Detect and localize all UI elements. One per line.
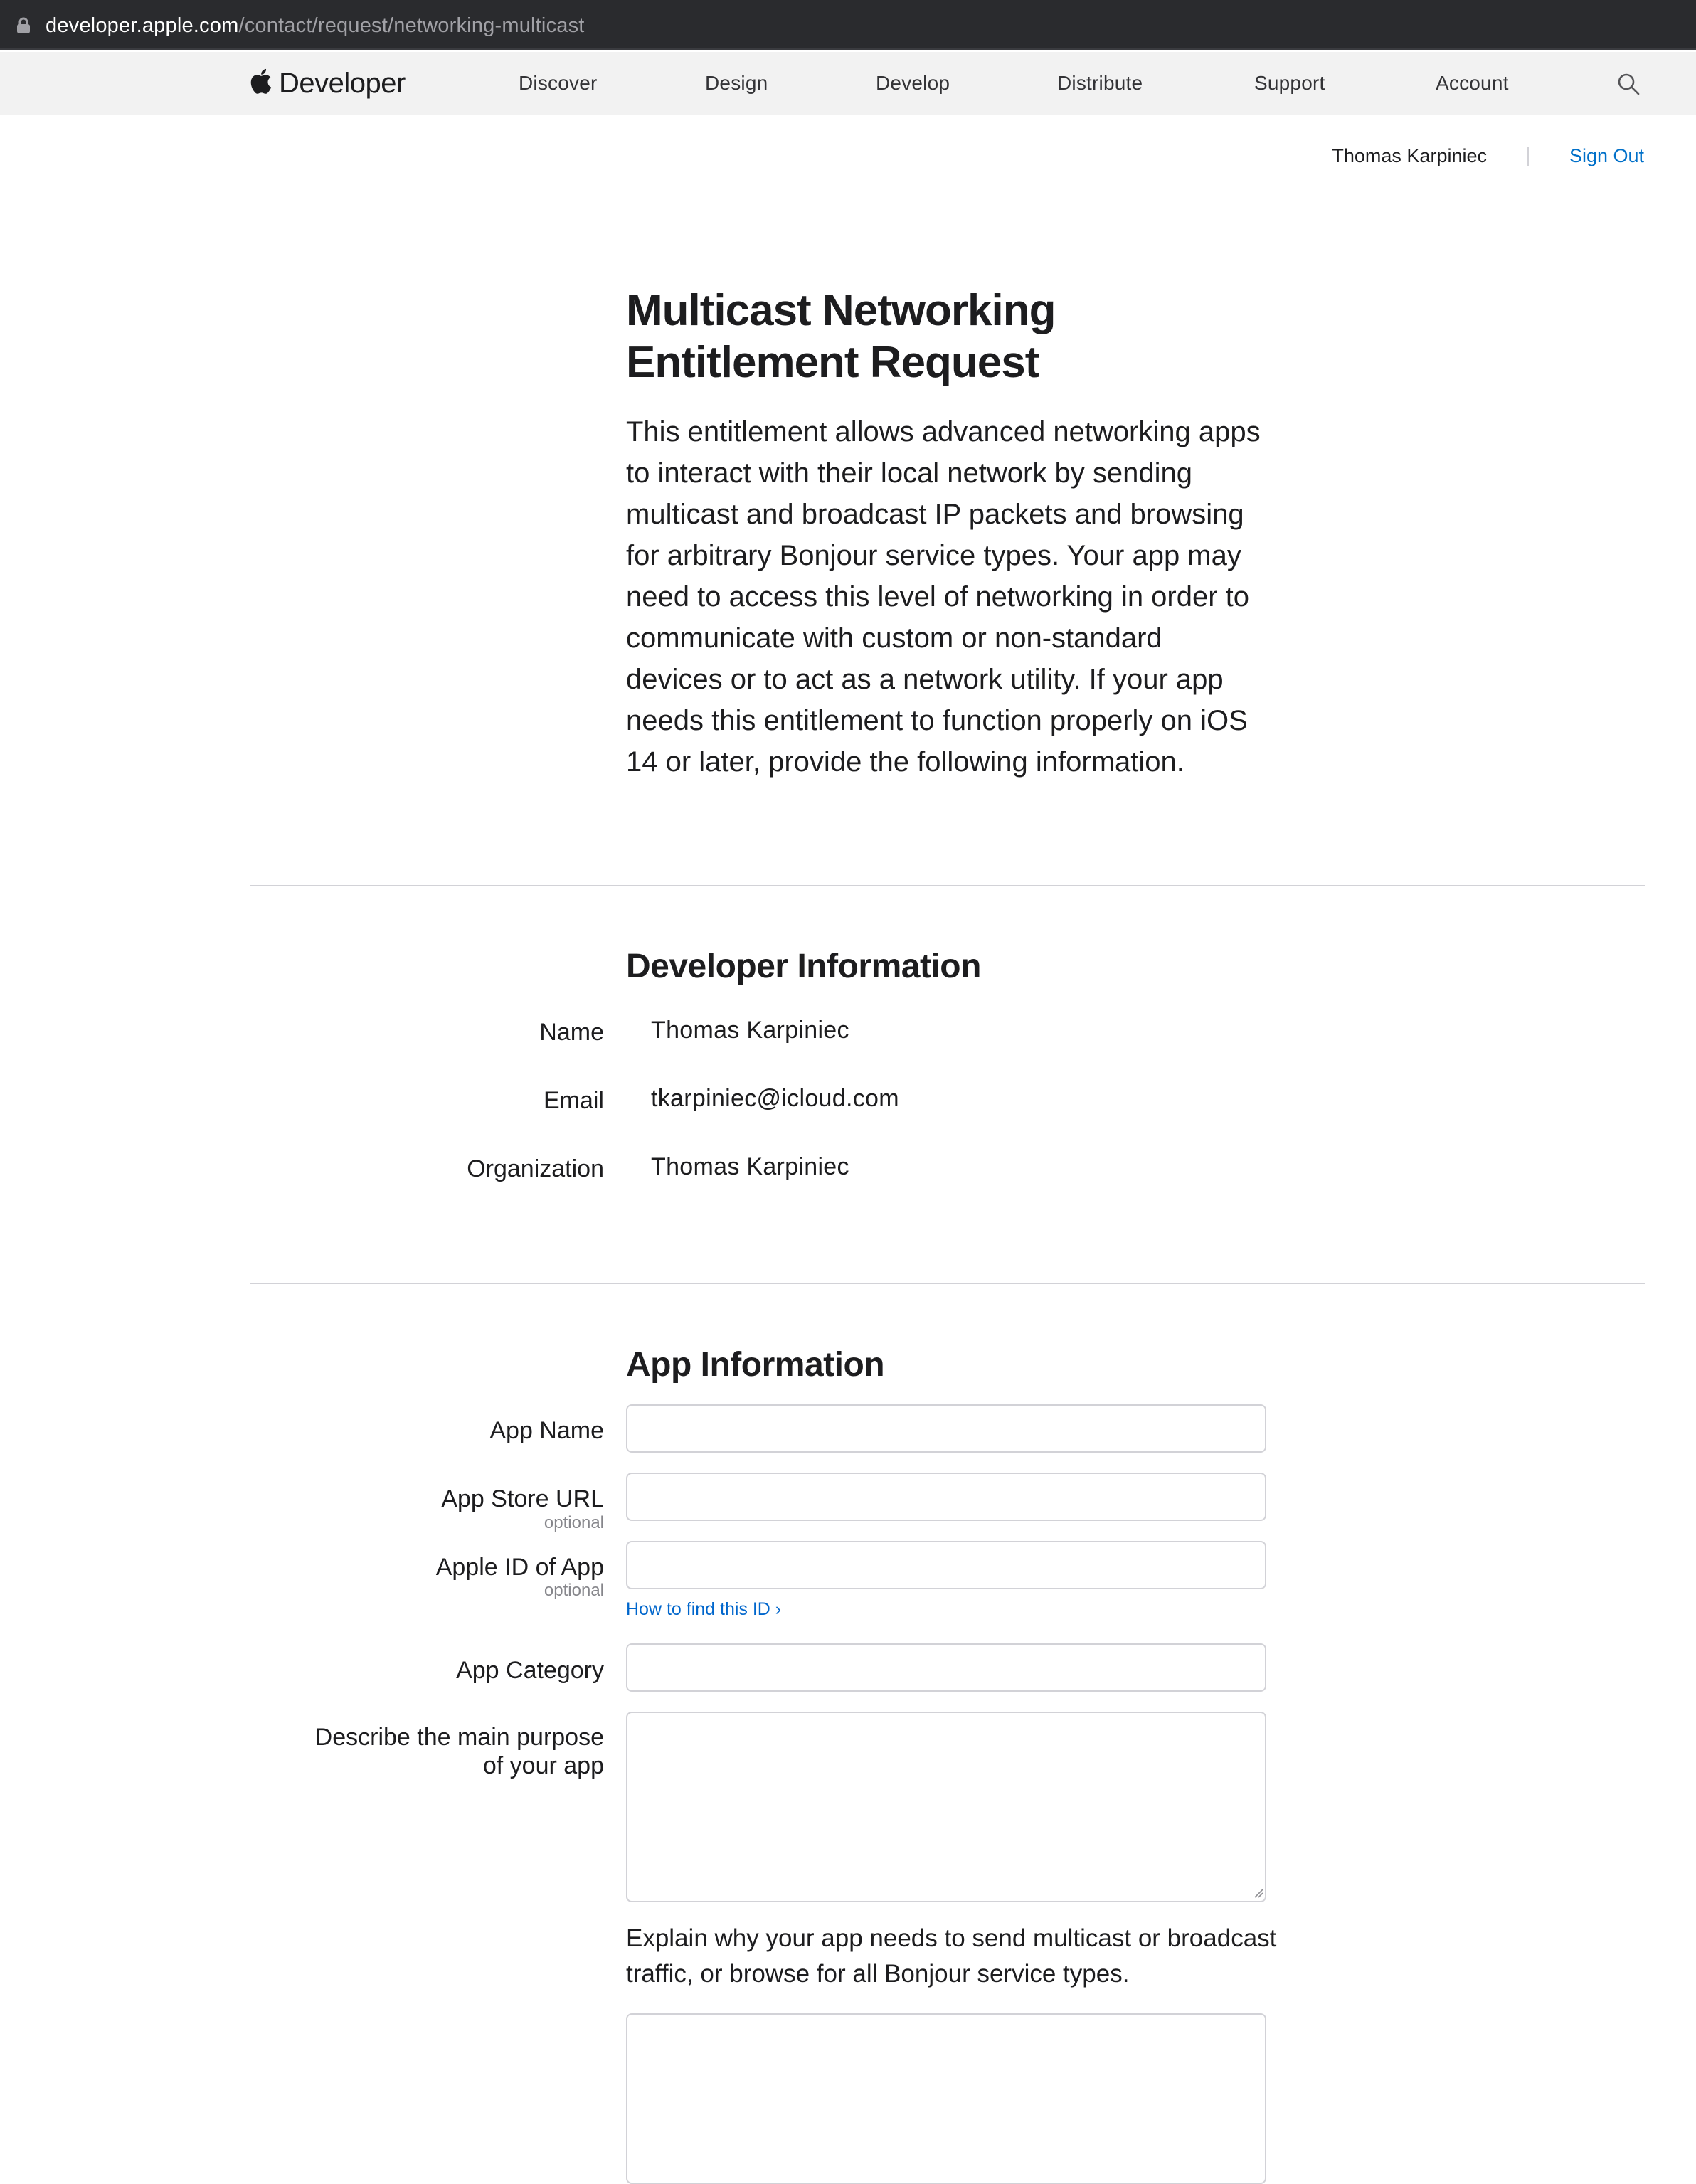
- app-store-url-label: App Store URL: [441, 1485, 604, 1512]
- url-text[interactable]: [46, 11, 585, 40]
- how-to-find-id-link[interactable]: How to find this ID ›: [626, 1599, 782, 1619]
- search-icon[interactable]: [1616, 72, 1641, 96]
- developer-information-heading: Developer Information: [626, 948, 981, 985]
- email-label: Email: [543, 1087, 604, 1114]
- app-name-input[interactable]: [626, 1404, 1266, 1453]
- account-separator: [1527, 147, 1529, 166]
- email-value: tkarpiniec@icloud.com: [651, 1085, 899, 1112]
- nav-design[interactable]: Design: [705, 72, 768, 94]
- app-name-label: App Name: [489, 1417, 604, 1444]
- name-value: Thomas Karpiniec: [651, 1017, 849, 1044]
- signed-in-user-name: Thomas Karpiniec: [1332, 145, 1487, 166]
- browser-address-bar[interactable]: [0, 0, 1696, 50]
- apple-id-label: Apple ID of App: [435, 1554, 604, 1581]
- lock-icon: [16, 17, 31, 34]
- nav-account[interactable]: Account: [1436, 72, 1509, 94]
- app-category-input[interactable]: [626, 1643, 1266, 1692]
- app-store-url-input[interactable]: [626, 1473, 1266, 1521]
- organization-value: Thomas Karpiniec: [651, 1153, 849, 1180]
- name-label: Name: [539, 1019, 604, 1046]
- explanation-prompt: Explain why your app needs to send multicast or broadcast traffic, or browse for all Bonjour service types.: [626, 1924, 1277, 1988]
- page-title: Multicast Networking Entitlement Request: [626, 286, 1056, 387]
- apple-logo-icon: [250, 66, 275, 96]
- organization-label: Organization: [467, 1155, 604, 1182]
- sign-out-link[interactable]: Sign Out: [1569, 145, 1644, 166]
- resize-handle-icon[interactable]: [1254, 1888, 1263, 1898]
- global-nav: [0, 52, 1696, 115]
- explanation-textarea[interactable]: [626, 2013, 1266, 2184]
- intro-description: This entitlement allows advanced networking apps to interact with their local network by sending multicast and broadcast IP packets and browsing for arbitrary Bonjour service types. Your app may need to access this level of networking in order to communicate with custom or non-standard devices or to act as a network utility. If your app needs this entitlement to function properly on iOS 14 or later, provide the following information.: [626, 416, 1261, 778]
- app-store-url-optional-tag: optional: [544, 1513, 604, 1532]
- app-information-heading: App Information: [626, 1346, 885, 1384]
- brand-name: Developer: [279, 67, 406, 99]
- purpose-label: Describe the main purpose of your app: [314, 1724, 604, 1779]
- nav-discover[interactable]: Discover: [519, 72, 598, 94]
- nav-develop[interactable]: Develop: [876, 72, 950, 94]
- section-divider: [250, 885, 1645, 886]
- nav-distribute[interactable]: Distribute: [1057, 72, 1143, 94]
- purpose-textarea[interactable]: [626, 1712, 1266, 1902]
- url-path: /contact/request/networking-multicast: [238, 14, 585, 37]
- url-domain: developer.apple.com: [46, 14, 239, 37]
- nav-support[interactable]: Support: [1254, 72, 1325, 94]
- section-divider: [250, 1283, 1645, 1284]
- developer-home-link[interactable]: [250, 65, 406, 102]
- apple-id-input[interactable]: [626, 1541, 1266, 1589]
- apple-id-optional-tag: optional: [544, 1581, 604, 1600]
- browser-bar-border: [0, 48, 1696, 50]
- app-category-label: App Category: [456, 1657, 604, 1684]
